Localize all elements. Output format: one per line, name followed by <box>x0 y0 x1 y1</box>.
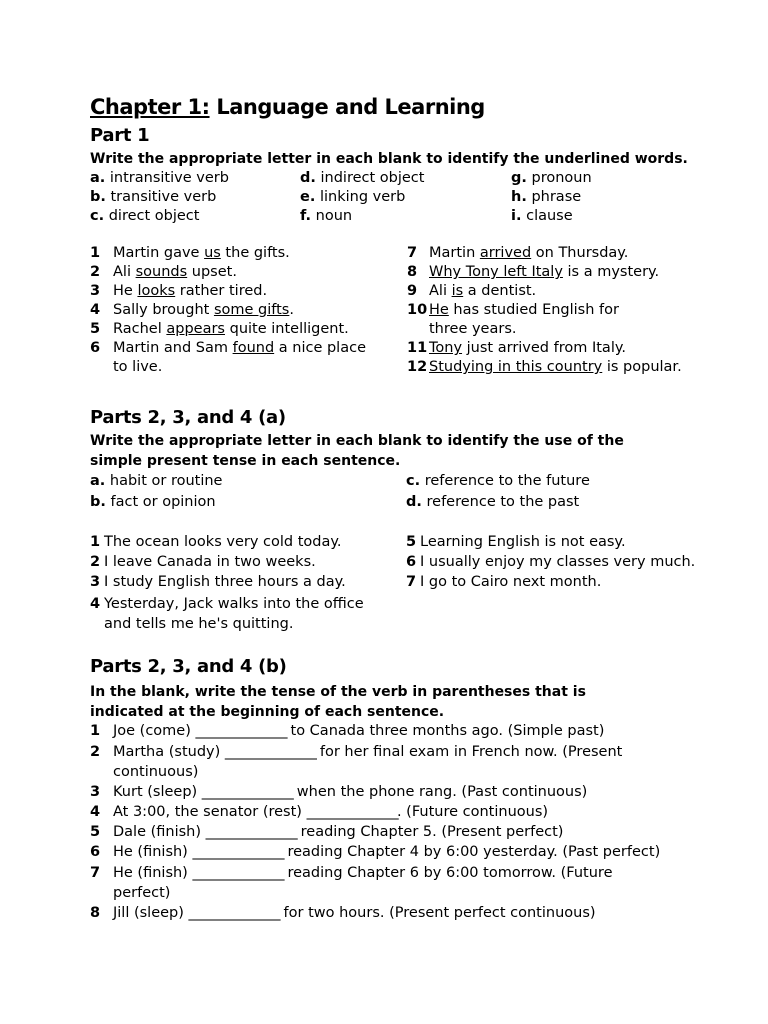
part2b-question-5: 5 Dale (finish) ________________ reading Chapter 5. (Present perfect) <box>90 824 564 840</box>
answer-blank[interactable]: ________________ <box>192 844 283 860</box>
part2b-heading: Parts 2, 3, and 4 (b) <box>90 656 287 677</box>
option-f: f. noun <box>300 208 353 224</box>
part2a-question-3: 3 I study English three hours a day. <box>90 574 346 590</box>
part2b-question-3: 3 Kurt (sleep) ________________ when the phone rang. (Past continuous) <box>90 784 588 800</box>
part2b-instruction: In the blank, write the tense of the verb in parentheses that is indicated at the beginning of each sentence. <box>90 684 586 720</box>
chapter-name: Language and Learning <box>209 95 485 119</box>
answer-blank[interactable]: ________________ <box>195 723 286 739</box>
part2a-question-1: 1 The ocean looks very cold today. <box>90 534 342 550</box>
part2b-question-7: 7 He (finish) ________________ reading Chapter 6 by 6:00 tomorrow. (Future perfect) <box>90 865 613 901</box>
part2a-question-2: 2 I leave Canada in two weeks. <box>90 554 316 570</box>
worksheet-page <box>90 92 696 921</box>
answer-blank[interactable]: ________________ <box>306 804 397 820</box>
part2a-instruction: Write the appropriate letter in each blank to identify the use of the simple present tense in each sentence. <box>90 433 624 469</box>
part2a-question-6: 6 I usually enjoy my classes very much. <box>406 554 696 570</box>
part2a-heading: Parts 2, 3, and 4 (a) <box>90 407 286 428</box>
option-g: g. pronoun <box>511 170 592 186</box>
part1-question-9: 9 Ali is a dentist. <box>407 283 537 299</box>
part2a-question-7: 7 I go to Cairo next month. <box>406 574 602 590</box>
part1-question-6: 6 Martin and Sam found a nice place to live. <box>90 340 366 375</box>
part2a-option-c: c. reference to the future <box>406 473 590 489</box>
part1-question-12: 12 Studying in this country is popular. <box>407 359 682 375</box>
part1-question-11: 11 Tony just arrived from Italy. <box>407 340 626 356</box>
part2a-option-d: d. reference to the past <box>406 494 580 510</box>
part1-options <box>90 169 690 229</box>
answer-blank[interactable]: ________________ <box>192 865 283 881</box>
part1-question-2: 2 Ali sounds upset. <box>90 264 237 280</box>
answer-blank[interactable]: ________________ <box>188 905 279 921</box>
option-d: d. indirect object <box>300 170 425 186</box>
part1-question-7: 7 Martin arrived on Thursday. <box>407 245 629 261</box>
option-e: e. linking verb <box>300 189 406 205</box>
part1-question-4: 4 Sally brought some gifts. <box>90 302 294 318</box>
part2a-option-b: b. fact or opinion <box>90 494 216 510</box>
part2b-question-4: 4 At 3:00, the senator (rest) ________________. (Future continuous) <box>90 804 549 820</box>
part1-question-1: 1 Martin gave us the gifts. <box>90 245 290 261</box>
part1-heading: Part 1 <box>90 125 150 146</box>
part1-question-10: 10 He has studied English for three years. <box>407 302 619 337</box>
part1-question-3: 3 He looks rather tired. <box>90 283 268 299</box>
part2b-question-8: 8 Jill (sleep) ________________ for two hours. (Present perfect continuous) <box>90 905 596 921</box>
part2b-question-1: 1 Joe (come) ________________ to Canada three months ago. (Simple past) <box>90 723 605 739</box>
option-a: a. intransitive verb <box>90 170 229 186</box>
part2b-question-2: 2 Martha (study) ________________ for her final exam in French now. (Present continuous) <box>90 744 623 780</box>
part1-instruction: Write the appropriate letter in each blank to identify the underlined words. <box>90 151 688 167</box>
answer-blank[interactable]: ________________ <box>224 744 316 760</box>
part2a-question-4: 4 Yesterday, Jack walks into the office and tells me he's quitting. <box>90 596 364 632</box>
option-b: b. transitive verb <box>90 189 217 205</box>
part2b-question-6: 6 He (finish) ________________ reading Chapter 4 by 6:00 yesterday. (Past perfect) <box>90 844 661 860</box>
option-i: i. clause <box>511 208 573 224</box>
option-c: c. direct object <box>90 208 200 224</box>
chapter-title <box>90 92 690 122</box>
option-h: h. phrase <box>511 189 582 205</box>
answer-blank[interactable]: ________________ <box>205 824 297 840</box>
part2a-option-a: a. habit or routine <box>90 473 223 489</box>
part1-question-8: 8 Why Tony left Italy is a mystery. <box>407 264 660 280</box>
part2a-question-5: 5 Learning English is not easy. <box>406 534 626 550</box>
part1-question-5: 5 Rachel appears quite intelligent. <box>90 321 349 337</box>
answer-blank[interactable]: ________________ <box>201 784 293 800</box>
chapter-number: Chapter 1: <box>90 95 210 119</box>
